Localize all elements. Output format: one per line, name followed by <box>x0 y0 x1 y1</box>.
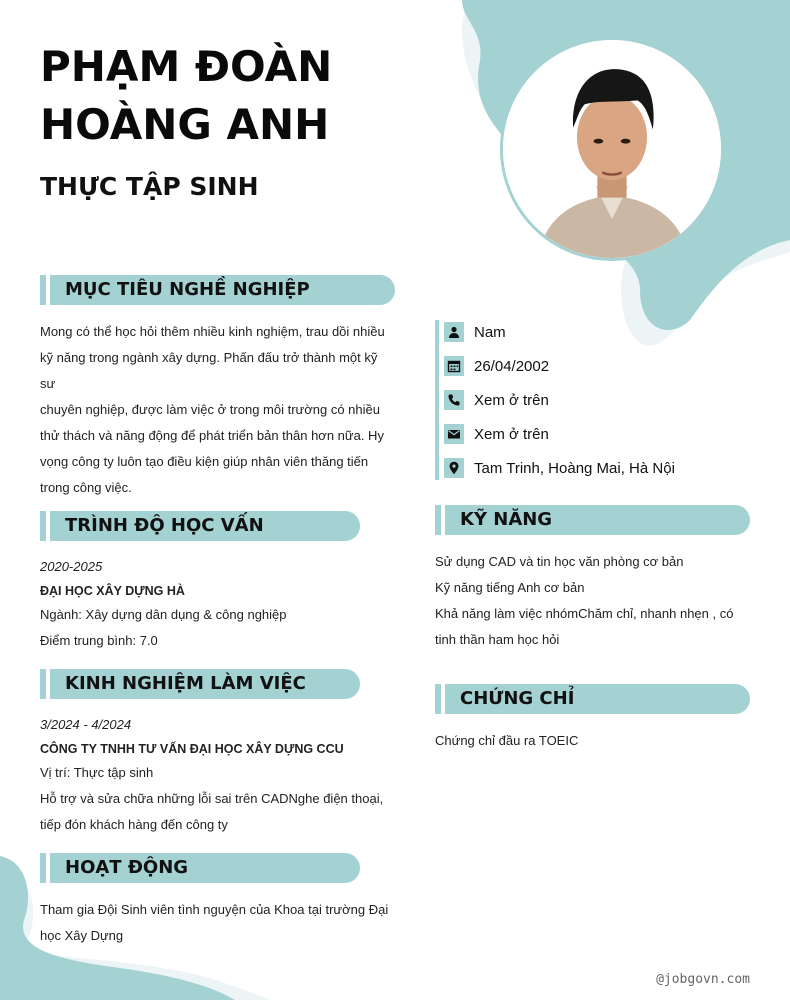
activities-text <box>40 897 395 949</box>
calendar-icon <box>444 356 464 376</box>
experience-entry <box>40 712 395 838</box>
objective-line: kỹ năng trong ngành xây dựng. Phấn đấu trở thành một kỹ sư <box>40 350 378 391</box>
education-school: ĐẠI HỌC XÂY DỰNG HÀ <box>40 584 185 598</box>
experience-section-heading <box>40 669 360 699</box>
education-period: 2020-2025 <box>40 559 103 574</box>
activities-section-heading <box>40 853 360 883</box>
objective-section-heading <box>40 275 395 305</box>
experience-heading-label: KINH NGHIỆM LÀM VIỆC <box>65 673 306 694</box>
objective-line: Mong có thể học hỏi thêm nhiều kinh nghiệm, trau dồi nhiều <box>40 324 385 339</box>
contact-row-address <box>444 457 675 479</box>
contact-row-email <box>444 423 549 445</box>
contact-info <box>435 320 755 480</box>
skills-section-heading <box>435 505 750 535</box>
watermark: @jobgovn.com <box>656 972 750 987</box>
phone-icon <box>444 390 464 410</box>
certificates-heading-label: CHỨNG CHỈ <box>460 688 575 709</box>
certificates-section-heading <box>435 684 750 714</box>
education-heading-label: TRÌNH ĐỘ HỌC VẤN <box>65 515 264 536</box>
objective-line: thử thách và năng động để phát triển bản thân hơn nữa. Hy <box>40 428 384 443</box>
objective-line: trong công việc. <box>40 480 132 495</box>
education-entry <box>40 554 395 654</box>
objective-text <box>40 319 395 501</box>
address-value: Tam Trinh, Hoàng Mai, Hà Nội <box>474 459 675 477</box>
contact-row-gender <box>444 321 506 343</box>
activities-line: Tham gia Đội Sinh viên tình nguyện của Khoa tại trường Đại <box>40 902 389 917</box>
certificate-item: Chứng chỉ đầu ra TOEIC <box>435 733 579 748</box>
name-line-1: PHẠM ĐOÀN <box>40 42 333 91</box>
skills-heading-label: KỸ NĂNG <box>460 509 553 530</box>
activities-heading-label: HOẠT ĐỘNG <box>65 857 189 878</box>
education-section-heading <box>40 511 360 541</box>
mail-icon <box>444 424 464 444</box>
candidate-name <box>40 38 460 154</box>
contact-row-phone <box>444 389 549 411</box>
skill-item: Sử dụng CAD và tin học văn phòng cơ bản <box>435 554 684 569</box>
person-icon <box>444 322 464 342</box>
phone-value: Xem ở trên <box>474 391 549 409</box>
skill-item: Kỹ năng tiếng Anh cơ bản <box>435 580 585 595</box>
experience-description-line: Hỗ trợ và sửa chữa những lỗi sai trên CADNghe điện thoại, <box>40 791 384 806</box>
objective-line: vọng công ty luôn tạo điều kiện giúp nhân viên thăng tiến <box>40 454 369 469</box>
activities-line: học Xây Dựng <box>40 928 124 943</box>
job-title: THỰC TẬP SINH <box>40 172 259 201</box>
location-pin-icon <box>444 458 464 478</box>
contact-row-birthdate <box>444 355 549 377</box>
profile-photo <box>500 37 724 261</box>
birthdate-value: 26/04/2002 <box>474 357 550 375</box>
skills-list <box>435 549 750 653</box>
experience-description-line: tiếp đón khách hàng đến công ty <box>40 817 228 832</box>
experience-period: 3/2024 - 4/2024 <box>40 717 132 732</box>
name-line-2: HOÀNG ANH <box>40 100 330 149</box>
gender-value: Nam <box>474 323 506 341</box>
objective-line: chuyên nghiệp, được làm việc ở trong môi trường có nhiều <box>40 402 380 417</box>
education-major: Ngành: Xây dựng dân dụng & công nghiệp <box>40 607 287 622</box>
email-value: Xem ở trên <box>474 425 549 443</box>
experience-position: Vị trí: Thực tập sinh <box>40 765 154 780</box>
objective-heading-label: MỤC TIÊU NGHỀ NGHIỆP <box>65 279 310 300</box>
person-portrait-icon <box>503 40 721 258</box>
experience-company: CÔNG TY TNHH TƯ VẤN ĐẠI HỌC XÂY DỰNG CCU <box>40 742 344 756</box>
skill-item: Khả năng làm việc nhómChăm chỉ, nhanh nhẹn , có <box>435 606 734 621</box>
skill-item: tinh thần ham học hỏi <box>435 632 560 647</box>
education-gpa: Điểm trung bình: 7.0 <box>40 633 158 648</box>
